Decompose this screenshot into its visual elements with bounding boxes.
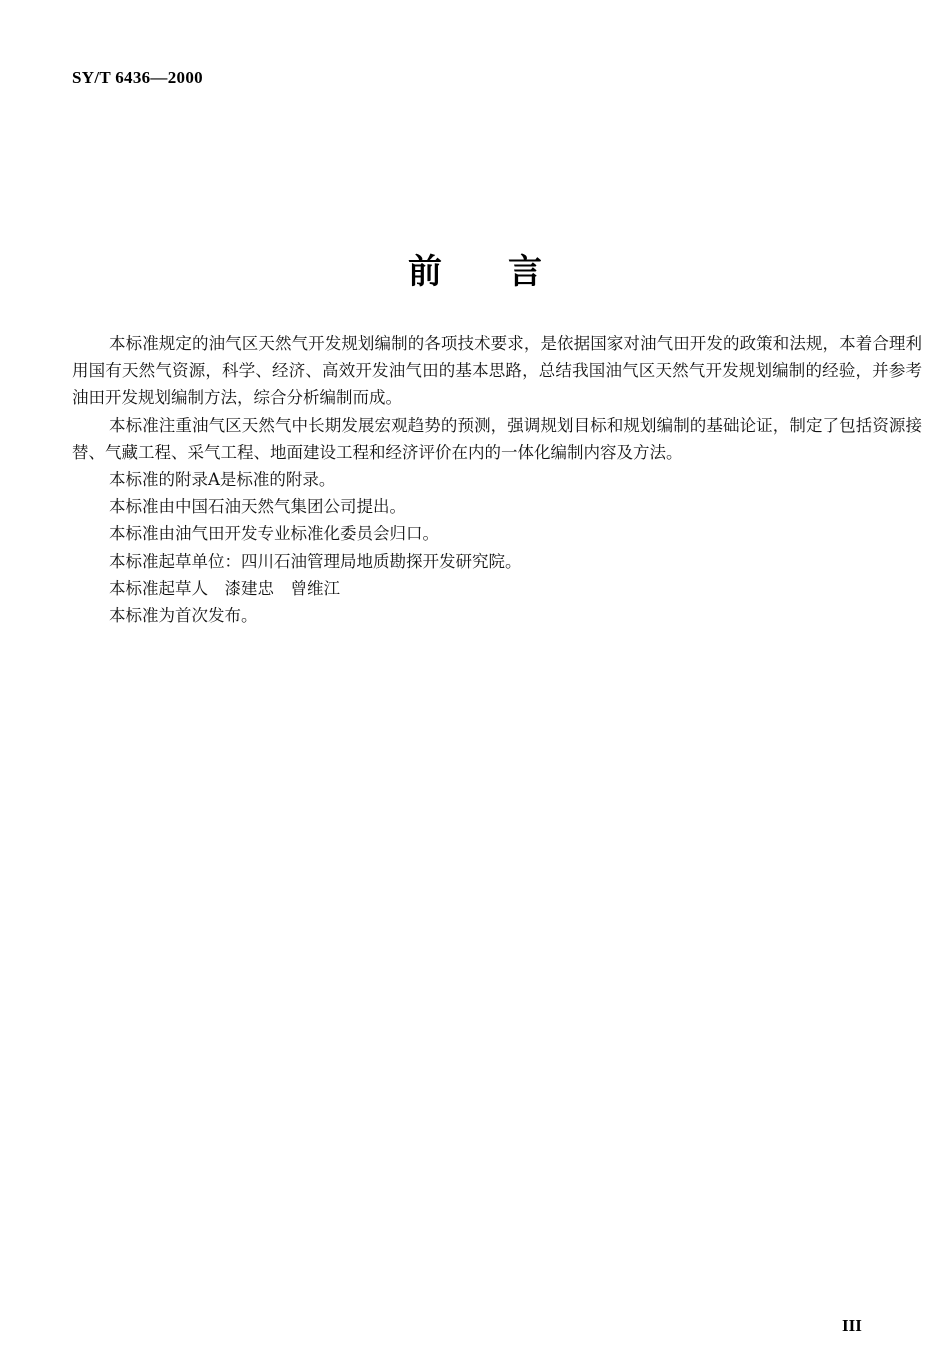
paragraph-2: 本标准注重油气区天然气中长期发展宏观趋势的预测，强调规划目标和规划编制的基础论证，制定了包括资源接替、气藏工程、采气工程、地面建设工程和经济评价在内的一体化编制内容及方法。 (72, 415, 922, 462)
paragraph-responsible-committee: 本标准由油气田开发专业标准化委员会归口。 (109, 524, 439, 544)
page-number: III (842, 1316, 862, 1335)
page-title-char-1: 前 (408, 252, 442, 292)
page-title (0, 244, 950, 293)
paragraph-first-release: 本标准为首次发布。 (109, 606, 258, 626)
paragraph-proposer: 本标准由中国石油天然气集团公司提出。 (109, 497, 406, 517)
page-title-char-2: 言 (508, 252, 542, 292)
paragraph-drafting-unit: 本标准起草单位：四川石油管理局地质勘探开发研究院。 (109, 551, 522, 571)
paragraph-1: 本标准规定的油气区天然气开发规划编制的各项技术要求，是依据国家对油气田开发的政策和法规，本着合理利用国有天然气资源，科学、经济、高效开发油气田的基本思路，总结我国油气区天然气开发规划编制的经验，并参考油田开发规划编制方法，综合分析编制而成。 (72, 334, 922, 408)
paragraph-drafters: 本标准起草人 漆建忠 曾维江 (109, 578, 340, 598)
foreword-body (72, 330, 922, 629)
paragraph-appendix: 本标准的附录A是标准的附录。 (109, 470, 336, 490)
standard-code: SY/T 6436—2000 (72, 68, 203, 87)
